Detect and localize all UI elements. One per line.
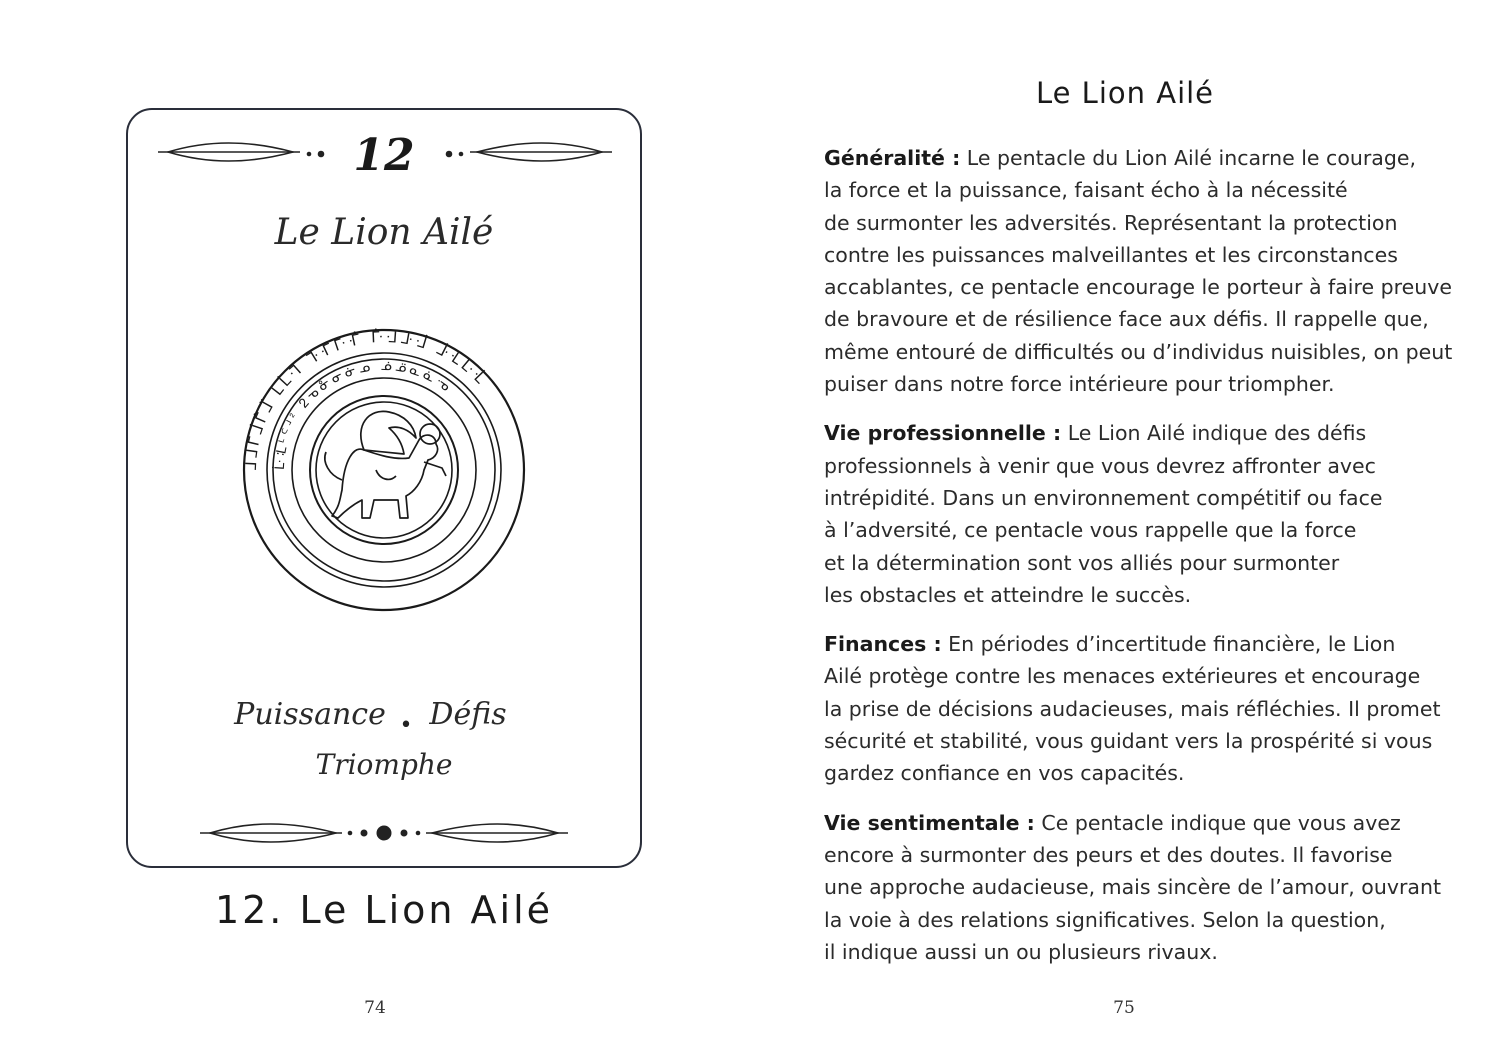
section-text: à l’adversité, ce pentacle vous rappelle que la force <box>824 518 1357 543</box>
bottom-dots-icon <box>348 826 421 841</box>
interpretation-sections <box>824 142 1453 985</box>
section-text: professionnels à venir que vous devrez affronter avec <box>824 453 1376 478</box>
keyword-defis: Défis <box>429 697 507 732</box>
section-text: sécurité et stabilité, vous guidant vers la prospérité si vous <box>824 729 1433 754</box>
keyword-triomphe: Triomphe <box>315 748 453 781</box>
card-caption: 12. Le Lion Ailé <box>214 888 554 932</box>
section-text: de bravoure et de résilience face aux défis. Il rappelle que, <box>824 307 1429 332</box>
section-text: Ailé protège contre les menaces extérieures et encourage <box>824 664 1421 689</box>
card-name-script: Le Lion Ailé <box>274 212 494 253</box>
seal-inscription-outer: ⅃ᒧᒥᒨᒦᒩ ᒪᒫᒬ ᒭᒮᒯᒰ ᒱᒲᒳᒴ ᒵᒶᒷᒸ <box>241 327 492 471</box>
section-text: il indique aussi un ou plusieurs rivaux. <box>824 939 1218 964</box>
section-text: puiser dans notre force intérieure pour triompher. <box>824 372 1335 397</box>
section-text: accablantes, ce pentacle encourage le porteur à faire preuve <box>824 275 1452 300</box>
section-vie-sentimentale <box>824 807 1441 968</box>
section-label: Finances : <box>824 632 942 657</box>
card-artwork <box>128 110 640 866</box>
keyword-puissance: Puissance <box>234 697 386 732</box>
section-text: même entouré de difficultés ou d’individus nuisibles, on peut <box>824 339 1453 364</box>
section-label: Vie professionnelle : <box>824 421 1062 446</box>
card-number: 12 <box>353 130 415 181</box>
section-vie-professionnelle <box>824 417 1424 611</box>
section-text: les obstacles et atteindre le succès. <box>824 582 1192 607</box>
section-text: Ce pentacle indique que vous avez <box>1034 810 1401 835</box>
oracle-card <box>126 108 642 868</box>
page-number-left: 74 <box>364 998 386 1018</box>
section-text: En périodes d’incertitude financière, le Lion <box>941 632 1396 657</box>
seal <box>242 328 524 610</box>
section-finances <box>824 628 1441 789</box>
section-text: de surmonter les adversités. Représentant la protection <box>824 210 1398 235</box>
right-page <box>750 0 1500 1058</box>
section-text: la voie à des relations significatives. Selon la question, <box>824 907 1386 932</box>
section-text: la prise de décisions audacieuses, mais réfléchies. Il promet <box>824 696 1441 721</box>
seal-inscription-inner: ᒹᒺᒻᒼᒽᒾ ᒿᓀᓁᓂᓃᓄ ᓅᓆᓇᓈᓉ <box>272 358 456 471</box>
section-text: contre les puissances malveillantes et les circonstances <box>824 242 1398 267</box>
section-text: gardez confiance en vos capacités. <box>824 761 1185 786</box>
section-generalite <box>824 142 1453 400</box>
section-text: une approche audacieuse, mais sincère de l’amour, ouvrant <box>824 875 1441 900</box>
section-text: et la détermination sont vos alliés pour surmonter <box>824 550 1340 575</box>
section-text: la force et la puissance, faisant écho à la nécessité <box>824 178 1348 203</box>
winged-lion-icon <box>325 411 446 518</box>
section-text: encore à surmonter des peurs et des doutes. Il favorise <box>824 842 1393 867</box>
page-title: Le Lion Ailé <box>1035 76 1215 110</box>
page-number-right: 75 <box>1113 998 1135 1018</box>
section-label: Généralité : <box>824 146 961 170</box>
section-label: Vie sentimentale : <box>824 810 1035 835</box>
section-text: Le Lion Ailé indique des défis <box>1061 421 1367 446</box>
keyword-separator: • <box>399 713 413 738</box>
section-text: Le pentacle du Lion Ailé incarne le courage, <box>960 146 1416 170</box>
section-text: intrépidité. Dans un environnement compétitif ou face <box>824 485 1383 510</box>
